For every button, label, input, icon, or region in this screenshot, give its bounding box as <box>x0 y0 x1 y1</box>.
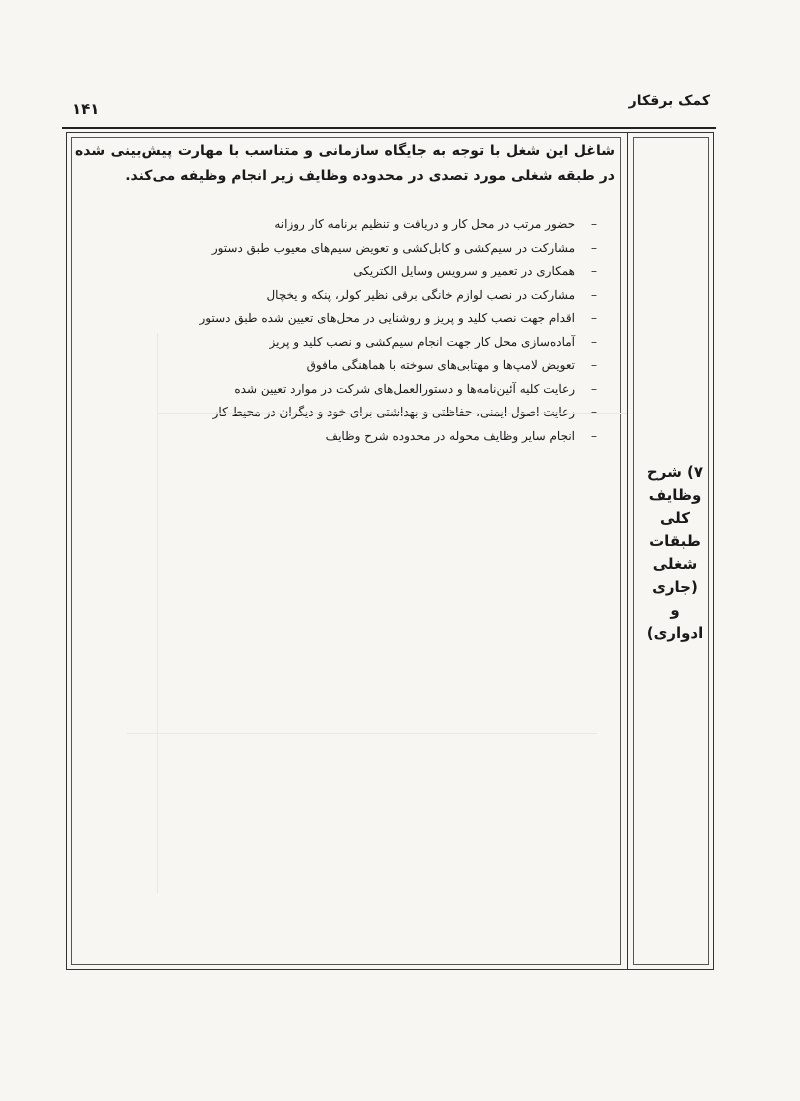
duty-text: رعایت اصول ایمنی، حفاظتی و بهداشتی برای خود و دیگران در محیط کار <box>212 405 575 419</box>
duty-item <box>127 284 597 308</box>
bleed-through-line <box>127 733 597 734</box>
duty-item <box>127 331 597 355</box>
duties-table <box>66 132 714 970</box>
section-label <box>645 461 705 645</box>
duty-text: حضور مرتب در محل کار و دریافت و تنظیم برنامه کار روزانه <box>274 217 575 231</box>
bullet-dash: – <box>591 405 597 419</box>
bullet-dash: – <box>591 381 597 396</box>
bullet-dash: – <box>591 287 597 302</box>
bullet-dash: – <box>591 334 597 349</box>
bullet-dash: – <box>591 311 597 325</box>
job-title: کمک برقکار <box>628 93 710 109</box>
duty-item <box>127 260 597 284</box>
section-label-line: (جاری و <box>652 578 698 619</box>
bullet-dash: – <box>591 217 597 231</box>
duty-item <box>127 425 597 449</box>
duty-text: مشارکت در نصب لوازم خانگی برقی نظیر کولر، پنکه و یخچال <box>266 287 575 302</box>
duty-item <box>127 307 597 331</box>
section-label-line: شغلی <box>652 555 698 573</box>
duty-item <box>127 237 597 261</box>
bullet-dash: – <box>591 428 597 443</box>
duty-text: رعایت کلیه آئین‌نامه‌ها و دستورالعمل‌های شرکت در موارد تعیین شده <box>234 381 575 396</box>
column-divider <box>627 133 628 969</box>
duty-text: اقدام جهت نصب کلید و پریز و روشنایی در محل‌های تعیین شده طبق دستور <box>199 311 575 325</box>
page-number: ۱۴۱ <box>72 100 100 118</box>
duty-item <box>127 354 597 378</box>
section-label-line: کلی <box>659 509 691 527</box>
header-rule <box>62 127 716 129</box>
duty-text: انجام سایر وظایف محوله در محدوده شرح وظایف <box>325 428 575 443</box>
bullet-dash: – <box>591 240 597 255</box>
bullet-dash: – <box>591 264 597 278</box>
intro-paragraph: شاغل این شغل با توجه به جایگاه سازمانی و متناسب با مهارت پیش‌بینی شده در طبقه شغلی مورد تصدی در محدوده وظایف زیر انجام وظیفه می‌کند. <box>75 143 615 184</box>
duty-text: تعویض لامپ‌ها و مهتابی‌های سوخته با هماهنگی مافوق <box>306 358 575 372</box>
duty-text: مشارکت در سیم‌کشی و کابل‌کشی و تعویض سیم‌های معیوب طبق دستور <box>211 240 575 255</box>
section-label-line: ادواری) <box>646 624 704 642</box>
duty-text: آماده‌سازی محل کار جهت انجام سیم‌کشی و نصب کلید و پریز <box>269 334 575 349</box>
section-label-line: وظایف <box>648 486 702 504</box>
duty-item <box>127 213 597 237</box>
duty-text: همکاری در تعمیر و سرویس وسایل الکتریکی <box>353 264 575 278</box>
section-label-line: طبقات <box>649 532 701 550</box>
bullet-dash: – <box>591 358 597 372</box>
bleed-through-line <box>157 333 158 893</box>
duty-item <box>127 378 597 402</box>
bleed-through-line <box>157 413 627 414</box>
section-label-line: ۷) شرح <box>646 463 704 481</box>
